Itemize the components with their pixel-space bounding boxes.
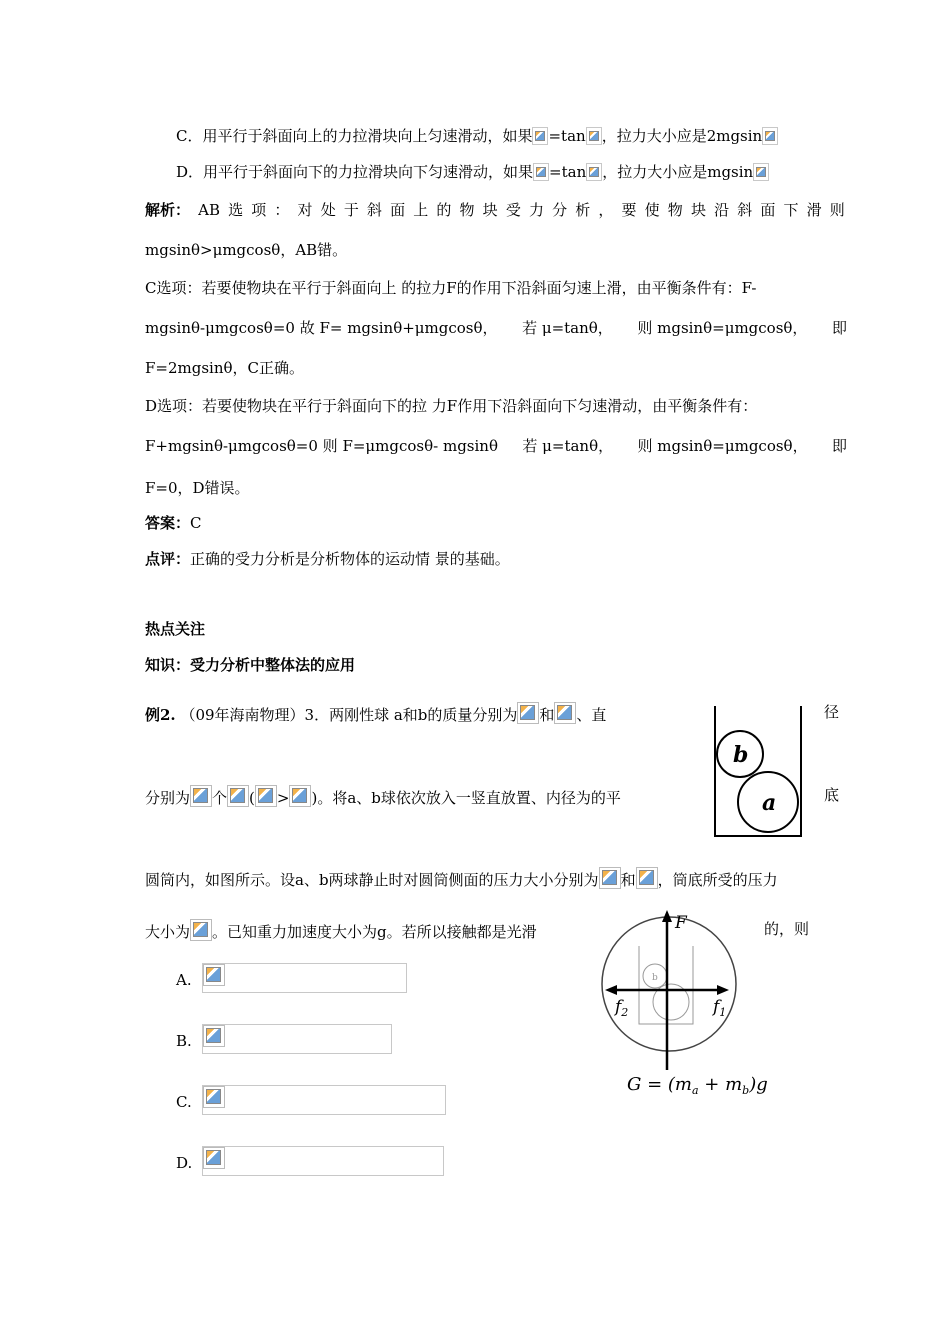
image-placeholder-icon — [255, 785, 277, 807]
analysis-char: 分 — [552, 201, 568, 219]
analysis-char: 于 — [343, 201, 359, 219]
example2-line-1: 例2. （09年海南物理）3．两刚性球 a和b的质量分别为 和 、直 — [145, 702, 606, 725]
option-a-label: A. — [176, 971, 192, 989]
analysis-c-line-3: F=2mgsinθ，C正确。 — [145, 359, 305, 377]
analysis-char: 力 — [528, 201, 544, 219]
figure-cylinder-balls — [705, 700, 815, 845]
example2-line-2: 分别为 个 ( > )。将a、b球依次放入一竖直放置、内径为的平 — [145, 785, 621, 808]
knowledge-heading: 知识：受力分析中整体法的应用 — [145, 656, 356, 674]
analysis-d-line-1: D选项：若要使物块在平行于斜面向下的拉 力F作用下沿斜面向下匀速滑动，由平衡条件有： — [145, 397, 758, 415]
example2-word-then: 的，则 — [764, 920, 810, 938]
option-c-formula — [202, 1085, 446, 1115]
option-c: C．用平行于斜面向上的力拉滑块向上匀速滑动，如果 =tan ，拉力大小应是2mgsin — [176, 126, 778, 146]
friction-right-label: $f_1$ — [713, 997, 727, 1019]
image-placeholder-icon — [203, 964, 225, 986]
analysis-char: 物 — [667, 201, 683, 219]
image-placeholder-icon — [586, 163, 602, 181]
analysis-char: ： — [274, 201, 290, 219]
option-b-formula — [202, 1024, 392, 1054]
analysis-line-1: 解析： AB 选 项 ： 对 处 于 斜 面 上 的 物 块 受 力 分 析 ， 要 使 物 块 沿 斜 面 下 滑 则 — [145, 201, 845, 219]
analysis-d-line-2: F+mgsinθ-μmgcosθ=0 则 F=μmgcosθ- mgsinθ 若 μ=tanθ， 则 mgsinθ=μmgcosθ， 即 — [145, 437, 847, 455]
answer: 答案：C — [145, 514, 202, 532]
analysis-char: AB — [198, 201, 220, 219]
section-title-hotspot: 热点关注 — [145, 620, 206, 638]
example2-word-bottom: 底 — [824, 786, 840, 804]
option-d-label: D. — [176, 1154, 193, 1172]
analysis-char: 沿 — [714, 201, 730, 219]
friction-left-label: $f_2$ — [615, 997, 629, 1019]
force-f-label: F — [675, 913, 687, 933]
inner-ball-b-label: b — [652, 973, 658, 983]
image-placeholder-icon — [203, 1147, 225, 1169]
comment: 点评：正确的受力分析是分析物体的运动情 景的基础。 — [145, 550, 510, 568]
analysis-char: 下 — [783, 201, 799, 219]
analysis-char: 块 — [482, 201, 498, 219]
option-c-label: C. — [176, 1093, 192, 1111]
image-placeholder-icon — [190, 919, 212, 941]
force-up-arrow-icon — [662, 910, 672, 922]
analysis-char: 选 — [228, 201, 244, 219]
image-placeholder-icon — [533, 163, 549, 181]
figure-force-diagram — [595, 908, 775, 1098]
image-placeholder-icon — [289, 785, 311, 807]
analysis-char: 块 — [690, 201, 706, 219]
option-b-label: B. — [176, 1032, 192, 1050]
image-placeholder-icon — [532, 127, 548, 145]
force-left-arrow-icon — [605, 985, 617, 995]
image-placeholder-icon — [227, 785, 249, 807]
analysis-d-line-3: F=0，D错误。 — [145, 479, 250, 497]
analysis-char: 面 — [760, 201, 776, 219]
analysis-char: 的 — [436, 201, 452, 219]
analysis-char: 受 — [505, 201, 521, 219]
analysis-c-line-2: mgsinθ-μmgcosθ=0 故 F= mgsinθ+μmgcosθ， 若 μ=tanθ， 则 mgsinθ=μmgcosθ， 即 — [145, 319, 847, 337]
example2-word-diameter: 径 — [824, 703, 840, 721]
image-placeholder-icon — [517, 702, 539, 724]
image-placeholder-icon — [203, 1086, 225, 1108]
image-placeholder-icon — [586, 127, 602, 145]
analysis-char: 斜 — [737, 201, 753, 219]
analysis-char: 处 — [320, 201, 336, 219]
analysis-char: 斜 — [366, 201, 382, 219]
analysis-line-2: mgsinθ>μmgcosθ，AB错。 — [145, 241, 348, 259]
force-right-arrow-icon — [717, 985, 729, 995]
analysis-c-line-1: C选项：若要使物块在平行于斜面向上 的拉力F的作用下沿斜面匀速上滑，由平衡条件有：F- — [145, 279, 757, 297]
image-placeholder-icon — [203, 1025, 225, 1047]
analysis-char: 项 — [251, 201, 267, 219]
example2-line-3: 圆筒内，如图所示。设a、b两球静止时对圆筒侧面的压力大小分别为 和 ，筒底所受的压力 — [145, 867, 778, 890]
image-placeholder-icon — [753, 163, 769, 181]
option-a-formula — [202, 963, 407, 993]
analysis-char: 滑 — [806, 201, 822, 219]
image-placeholder-icon — [762, 127, 778, 145]
analysis-char: 对 — [297, 201, 313, 219]
cylinder-outline — [715, 706, 801, 836]
analysis-char: 要 — [621, 201, 637, 219]
image-placeholder-icon — [190, 785, 212, 807]
analysis-char: 析 — [575, 201, 591, 219]
example2-line-4: 大小为 。已知重力加速度大小为g。若所以接触都是光滑 — [145, 919, 537, 942]
ball-b-label: b — [733, 742, 749, 768]
image-placeholder-icon — [599, 867, 621, 889]
analysis-char: 上 — [413, 201, 429, 219]
analysis-char: 使 — [644, 201, 660, 219]
analysis-char: 物 — [459, 201, 475, 219]
image-placeholder-icon — [636, 867, 658, 889]
analysis-char: 面 — [390, 201, 406, 219]
ball-a-label: a — [762, 790, 777, 816]
image-placeholder-icon — [554, 702, 576, 724]
analysis-char: 则 — [829, 201, 845, 219]
analysis-char: ， — [598, 201, 614, 219]
option-d: D．用平行于斜面向下的力拉滑块向下匀速滑动，如果 =tan ，拉力大小应是mgsin — [176, 162, 769, 182]
gravity-label: $G = (m_a + m_b)g$ — [627, 1074, 768, 1097]
option-d-formula — [202, 1146, 444, 1176]
